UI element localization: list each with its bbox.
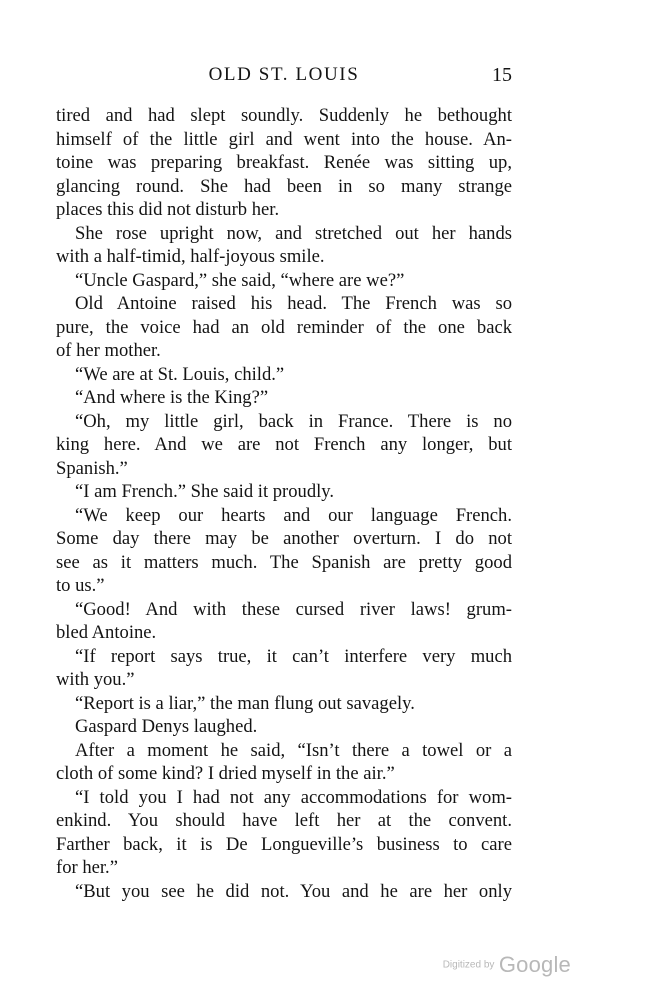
text-line: Spanish.” xyxy=(56,457,128,479)
text-line: for her.” xyxy=(56,857,118,878)
digitized-by-google-watermark xyxy=(443,952,571,978)
text-line: “But you see he did not. You and he are her only xyxy=(75,880,512,902)
text-line: “We keep our hearts and our language French. xyxy=(75,504,512,526)
text-line: with you.” xyxy=(56,669,135,690)
text-line: see as it matters much. The Spanish are pretty good xyxy=(56,551,512,573)
body-text xyxy=(56,104,512,903)
text-line: bled Antoine. xyxy=(56,622,157,643)
text-line: “I told you I had not any accommodations for wom- xyxy=(75,786,512,808)
text-line: himself of the little girl and went into the house. An- xyxy=(56,128,512,150)
text-line: enkind. You should have left her at the convent. xyxy=(56,810,512,831)
watermark-brand: Google xyxy=(498,952,571,977)
text-line: “Oh, my little girl, back in France. There is no xyxy=(75,410,512,432)
watermark-prefix: Digitized by xyxy=(442,959,495,971)
running-head xyxy=(56,64,512,92)
text-line: Old Antoine raised his head. The French was so xyxy=(75,293,512,314)
text-line: “And where is the King?” xyxy=(75,387,269,408)
text-line: tired and had slept soundly. Suddenly he bethought xyxy=(56,105,512,126)
text-line: king here. And we are not French any longer, but xyxy=(56,434,512,455)
text-line: toine was preparing breakfast. Renée was sitting up, xyxy=(56,152,512,173)
text-line: “I am French.” She said it proudly. xyxy=(75,481,335,502)
text-line: places this did not disturb her. xyxy=(56,199,280,220)
text-line: to us.” xyxy=(56,575,105,596)
text-line: “Good! And with these cursed river laws! grum- xyxy=(75,598,512,620)
text-line: with a half-timid, half-joyous smile. xyxy=(56,246,325,267)
running-title: OLD ST. LOUIS xyxy=(208,64,360,85)
text-line: Some day there may be another overturn. I do not xyxy=(56,528,512,549)
text-line: After a moment he said, “Isn’t there a towel or a xyxy=(75,739,512,761)
text-line: Farther back, it is De Longueville’s business to care xyxy=(56,833,512,855)
text-line: pure, the voice had an old reminder of the one back xyxy=(56,316,512,338)
text-line: of her mother. xyxy=(56,340,161,361)
text-line: “Uncle Gaspard,” she said, “where are we?” xyxy=(75,269,405,291)
text-line: cloth of some kind? I dried myself in the air.” xyxy=(56,763,395,784)
text-line: Gaspard Denys laughed. xyxy=(75,716,258,737)
page-number: 15 xyxy=(492,64,512,86)
text-line: “Report is a liar,” the man flung out savagely. xyxy=(75,692,415,714)
text-line: “We are at St. Louis, child.” xyxy=(75,363,285,385)
text-line: “If report says true, it can’t interfere very much xyxy=(75,645,512,667)
text-line: glancing round. She had been in so many strange xyxy=(56,175,512,197)
text-line: She rose upright now, and stretched out her hands xyxy=(75,222,512,244)
